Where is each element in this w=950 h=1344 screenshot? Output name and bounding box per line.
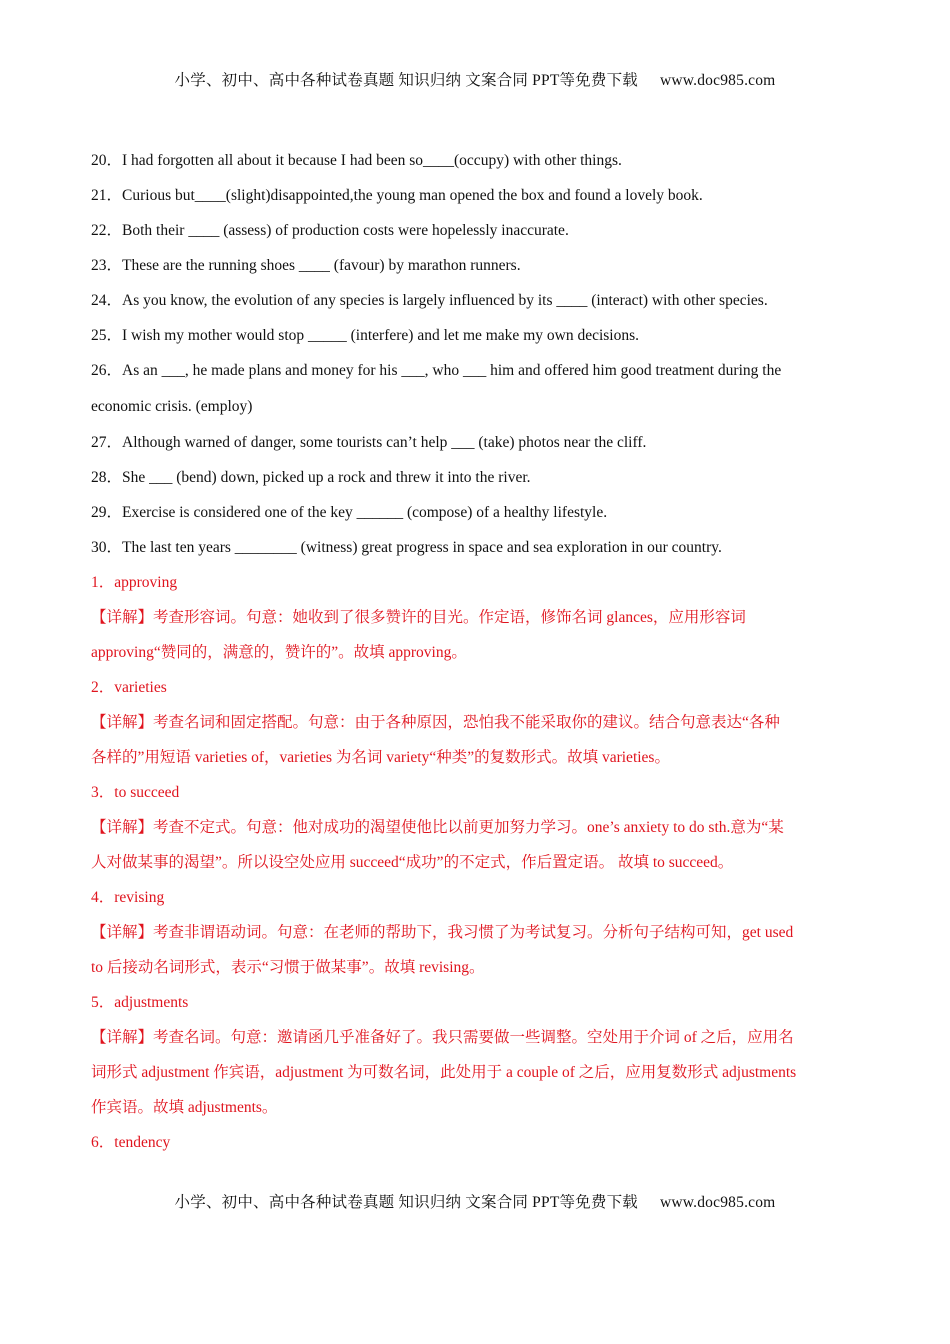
answer-3-detail-line-2: 人对做某事的渴望”。所以设空处应用 succeed“成功”的不定式，作后置定语。 故填 to succeed。 bbox=[91, 854, 734, 871]
question-29: 29．Exercise is considered one of the key ______ (compose) of a healthy lifestyle. bbox=[91, 504, 608, 521]
question-22: 22．Both their ____ (assess) of production costs were hopelessly inaccurate. bbox=[91, 222, 569, 239]
question-20: 20．I had forgotten all about it because I had been so____(occupy) with other things. bbox=[91, 152, 622, 169]
answer-1-detail-line-2: approving“赞同的，满意的，赞许的”。故填 approving。 bbox=[91, 644, 467, 661]
answer-1-detail-line-1: 【详解】考查形容词。句意：她收到了很多赞许的目光。作定语，修饰名词 glances，应用形容词 bbox=[91, 609, 746, 626]
question-21: 21．Curious but____(slight)disappointed,the young man opened the box and found a lovely book. bbox=[91, 187, 703, 204]
answer-1: 1．approving bbox=[91, 574, 178, 591]
answer-4-detail-line-1: 【详解】考查非谓语动词。句意：在老师的帮助下，我习惯了为考试复习。分析句子结构可知，get used bbox=[91, 924, 794, 941]
answer-6: 6．tendency bbox=[91, 1134, 171, 1151]
question-30: 30．The last ten years ________ (witness) great progress in space and sea exploration in our country. bbox=[91, 539, 722, 556]
page-footer bbox=[0, 1190, 950, 1212]
document-body bbox=[91, 143, 861, 1160]
answer-3: 3．to succeed bbox=[91, 784, 180, 801]
question-23: 23．These are the running shoes ____ (favour) by marathon runners. bbox=[91, 257, 521, 274]
answer-5-detail-line-2: 词形式 adjustment 作宾语，adjustment 为可数名词，此处用于 a couple of 之后，应用复数形式 adjustments bbox=[91, 1064, 797, 1081]
page-header bbox=[0, 68, 950, 90]
question-27: 27．Although warned of danger, some tourists can’t help ___ (take) photos near the cliff. bbox=[91, 434, 647, 451]
answer-2-detail-line-1: 【详解】考查名词和固定搭配。句意：由于各种原因，恐怕我不能采取你的建议。结合句意表达“各种 bbox=[91, 714, 780, 731]
question-24: 24．As you know, the evolution of any species is largely influenced by its ____ (interact) with other species. bbox=[91, 292, 768, 309]
header-text: 小学、初中、高中各种试卷真题 知识归纳 文案合同 PPT等免费下载 bbox=[174, 72, 638, 89]
answer-5: 5．adjustments bbox=[91, 994, 189, 1011]
answer-4-detail-line-2: to 后接动名词形式，表示“习惯于做某事”。故填 revising。 bbox=[91, 959, 485, 976]
answer-3-detail-line-1: 【详解】考查不定式。句意：他对成功的渴望使他比以前更加努力学习。one’s anxiety to do sth.意为“某 bbox=[91, 819, 784, 836]
answer-5-detail-line-3: 作宾语。故填 adjustments。 bbox=[91, 1099, 278, 1116]
question-28: 28．She ___ (bend) down, picked up a rock and threw it into the river. bbox=[91, 469, 531, 486]
question-25: 25．I wish my mother would stop _____ (interfere) and let me make my own decisions. bbox=[91, 327, 640, 344]
answer-4: 4．revising bbox=[91, 889, 165, 906]
footer-site: www.doc985.com bbox=[659, 1194, 776, 1211]
question-26-continued: economic crisis. (employ) bbox=[91, 398, 253, 415]
answer-2: 2．varieties bbox=[91, 679, 167, 696]
answer-5-detail-line-1: 【详解】考查名词。句意：邀请函几乎准备好了。我只需要做一些调整。空处用于介词 of 之后，应用名 bbox=[91, 1029, 794, 1046]
question-26: 26．As an ___, he made plans and money for his ___, who ___ him and offered him good treatment during the bbox=[91, 362, 782, 379]
answer-2-detail-line-2: 各样的”用短语 varieties of，varieties 为名词 variety“种类”的复数形式。故填 varieties。 bbox=[91, 749, 670, 766]
header-site: www.doc985.com bbox=[659, 72, 776, 89]
footer-text: 小学、初中、高中各种试卷真题 知识归纳 文案合同 PPT等免费下载 bbox=[174, 1194, 638, 1211]
